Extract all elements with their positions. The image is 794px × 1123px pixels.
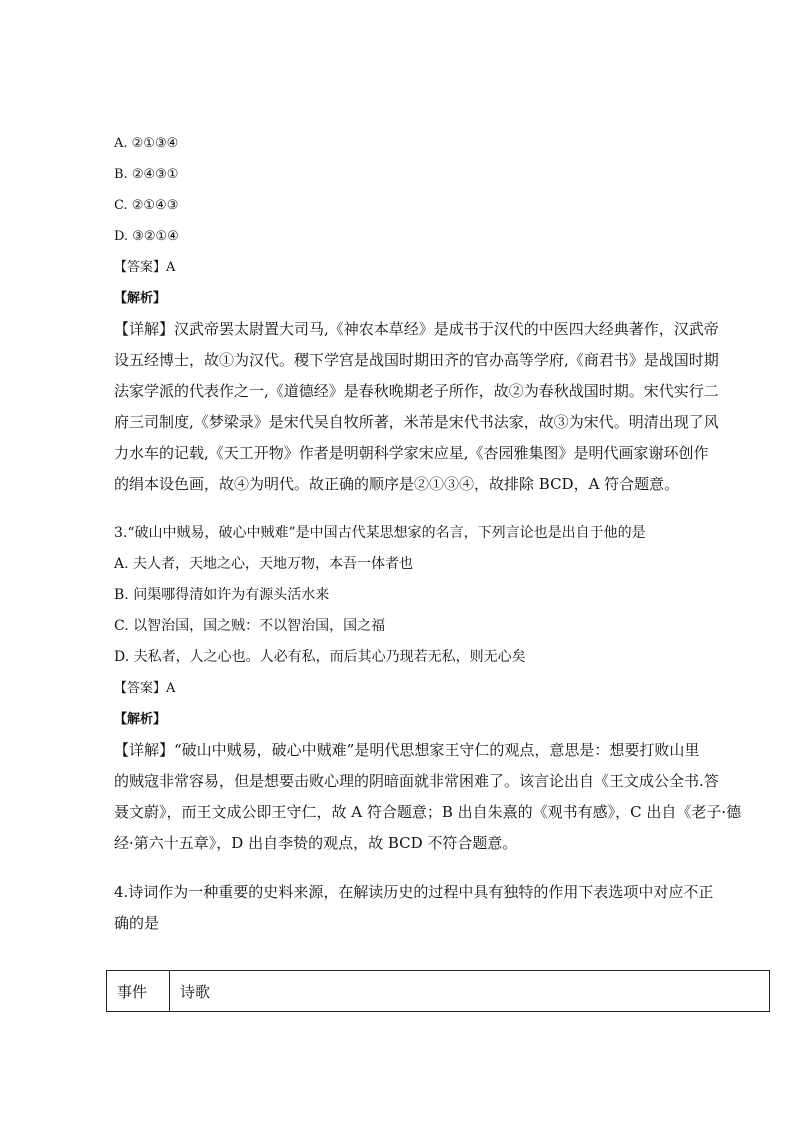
q4-stem-line: 确的是 xyxy=(114,914,160,932)
q2-analysis-label: 【解析】 xyxy=(114,291,167,306)
q2-options xyxy=(114,128,774,252)
q2-option-b: B. ②④③① xyxy=(114,167,179,182)
q3-answer: 【答案】A xyxy=(114,681,176,696)
q2-detail-line: 的绢本设色画，故④为明代。故正确的顺序是②①③④，故排除 BCD，A 符合题意。 xyxy=(114,475,680,493)
q3-analysis-label: 【解析】 xyxy=(114,712,167,727)
q3-option-b: B. 问渠哪得清如许为有源头活水来 xyxy=(114,587,330,603)
q2-detail xyxy=(114,314,774,500)
q2-detail-line: 府三司制度,《梦梁录》是宋代吴自牧所著，米芾是宋代书法家，故③为宋代。明清出现了风 xyxy=(114,413,719,431)
q4-table xyxy=(106,970,770,1012)
q2-option-d: D. ③②①④ xyxy=(114,229,179,244)
q3-options xyxy=(114,549,774,673)
q3-stem: 3.“破山中贼易，破心中贼难”是中国古代某思想家的名言，下列言论也是出自于他的是 xyxy=(114,525,646,541)
q2-detail-line: 力水车的记载,《天工开物》作者是明朝科学家宋应星,《杏园雅集图》是明代画家谢环创作 xyxy=(114,444,709,462)
q3-detail-line: 的贼寇非常容易，但是想要击败心理的阴暗面就非常困难了。该言论出自《王文成公全书.答 xyxy=(114,772,719,790)
q4-stem-line: 4.诗词作为一种重要的史料来源，在解读历史的过程中具有独特的作用下表选项中对应不正 xyxy=(114,883,714,901)
q2-detail-line: 设五经博士，故①为汉代。稷下学宫是战国时期田齐的官办高等学府,《商君书》是战国时期 xyxy=(114,351,719,369)
q3-option-d: D. 夫私者，人之心也。人必有私，而后其心乃现若无私，则无心矣 xyxy=(114,649,526,665)
q2-answer: 【答案】A xyxy=(114,260,176,275)
document-page xyxy=(114,128,774,939)
q3-option-c: C. 以智治国，国之贼：不以智治国，国之福 xyxy=(114,618,386,634)
q2-detail-line: 【详解】汉武帝罢太尉置大司马,《神农本草经》是成书于汉代的中医四大经典著作，汉武帝 xyxy=(114,320,719,338)
q4-stem xyxy=(114,877,774,939)
q2-detail-line: 法家学派的代表作之一,《道德经》是春秋晚期老子所作，故②为春秋战国时期。宋代实行二 xyxy=(114,382,719,400)
q3-detail-line: 经·第六十五章》，D 出自李贽的观点，故 BCD 不符合题意。 xyxy=(114,834,518,852)
table-header-poem: 诗歌 xyxy=(170,971,770,1012)
q2-option-a: A. ②①③④ xyxy=(114,136,179,151)
table-header-row xyxy=(107,971,770,1012)
q3-detail-line: 【详解】“破山中贼易，破心中贼难”是明代思想家王守仁的观点，意思是：想要打败山里 xyxy=(114,741,700,759)
q3-detail xyxy=(114,735,774,859)
q3-detail-line: 聂文蔚》，而王文成公即王守仁，故 A 符合题意；B 出自朱熹的《观书有感》，C 出自《老子·德 xyxy=(114,803,742,821)
q2-option-c: C. ②①④③ xyxy=(114,198,179,213)
table-header-event: 事件 xyxy=(107,971,170,1012)
q3-option-a: A. 夫人者，天地之心，天地万物，本吾一体者也 xyxy=(114,556,414,572)
